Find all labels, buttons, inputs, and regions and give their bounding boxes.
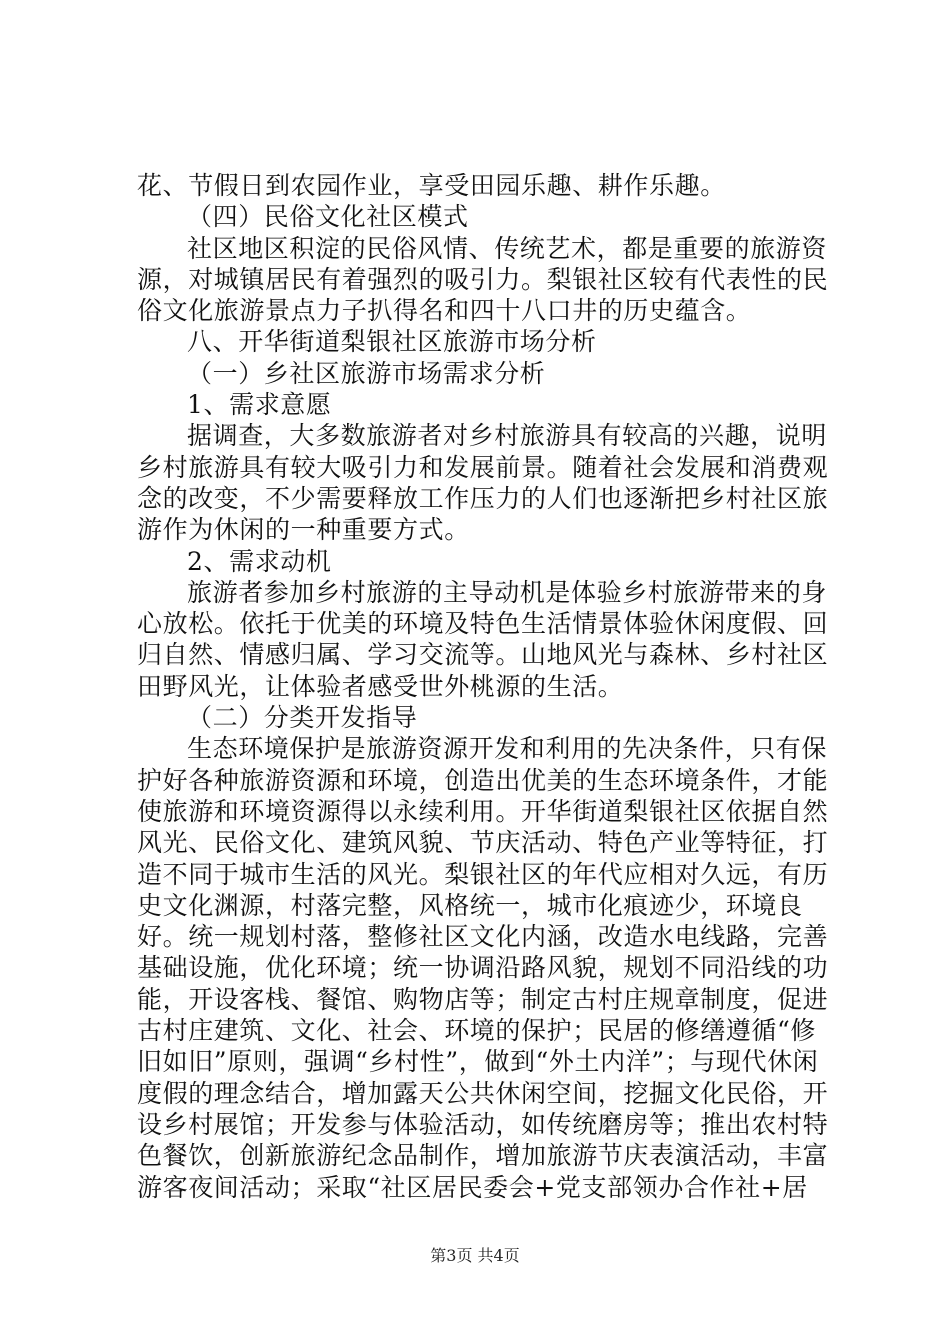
paragraph: 旅游者参加乡村旅游的主导动机是体验乡村旅游带来的身心放松。依托于优美的环境及特色生活情景体验休闲度假、回归自然、情感归属、学习交流等。山地风光与森林、乡村社区田野风光，让体验者感受世外桃源的生活。	[137, 577, 829, 701]
section-heading: （一）乡社区旅游市场需求分析	[187, 358, 546, 388]
subsection-heading: 2、需求动机	[187, 546, 332, 576]
section-heading: （四）民俗文化社区模式	[187, 202, 469, 232]
subsection-heading: 1、需求意愿	[187, 390, 332, 420]
paragraph: 生态环境保护是旅游资源开发和利用的先决条件，只有保护好各种旅游资源和环境，创造出优美的生态环境条件，才能使旅游和环境资源得以永续利用。开华街道梨银社区依据自然风光、民俗文化、建筑风貌、节庆活动、特色产业等特征，打造不同于城市生活的风光。梨银社区的年代应相对久远，有历史文化渊源，村落完整，风格统一，城市化痕迹少，环境良好。统一规划村落，整修社区文化内涵，改造水电线路，完善基础设施，优化环境；统一协调沿路风貌，规划不同沿线的功能，开设客栈、餐馆、购物店等；制定古村庄规章制度，促进古村庄建筑、文化、社会、环境的保护；民居的修缮遵循“修旧如旧”原则，强调“乡村性”，做到“外土内洋”；与现代休闲度假的理念结合，增加露天公共休闲空间，挖掘文化民俗，开设乡村展馆；开发参与体验活动，如传统磨房等；推出农村特色餐饮，创新旅游纪念品制作，增加旅游节庆表演活动，丰富游客夜间活动；采取“社区居民委会+党支部领办合作社+居	[137, 734, 829, 1202]
paragraph: 社区地区积淀的民俗风情、传统艺术，都是重要的旅游资源，对城镇居民有着强烈的吸引力。梨银社区较有代表性的民俗文化旅游景点力子扒得名和四十八口井的历史蕴含。	[137, 233, 829, 326]
chapter-heading: 八、开华街道梨银社区旅游市场分析	[187, 327, 597, 357]
page-number-footer: 第3页 共4页	[430, 1246, 520, 1265]
document-body	[137, 170, 837, 1203]
section-heading: （二）分类开发指导	[187, 703, 418, 733]
paragraph: 花、节假日到农园作业，享受田园乐趣、耕作乐趣。	[137, 171, 726, 200]
paragraph: 据调查，大多数旅游者对乡村旅游具有较高的兴趣，说明乡村旅游具有较大吸引力和发展前景。随着社会发展和消费观念的改变，不少需要释放工作压力的人们也逐渐把乡村社区旅游作为休闲的一种重要方式。	[137, 421, 829, 545]
